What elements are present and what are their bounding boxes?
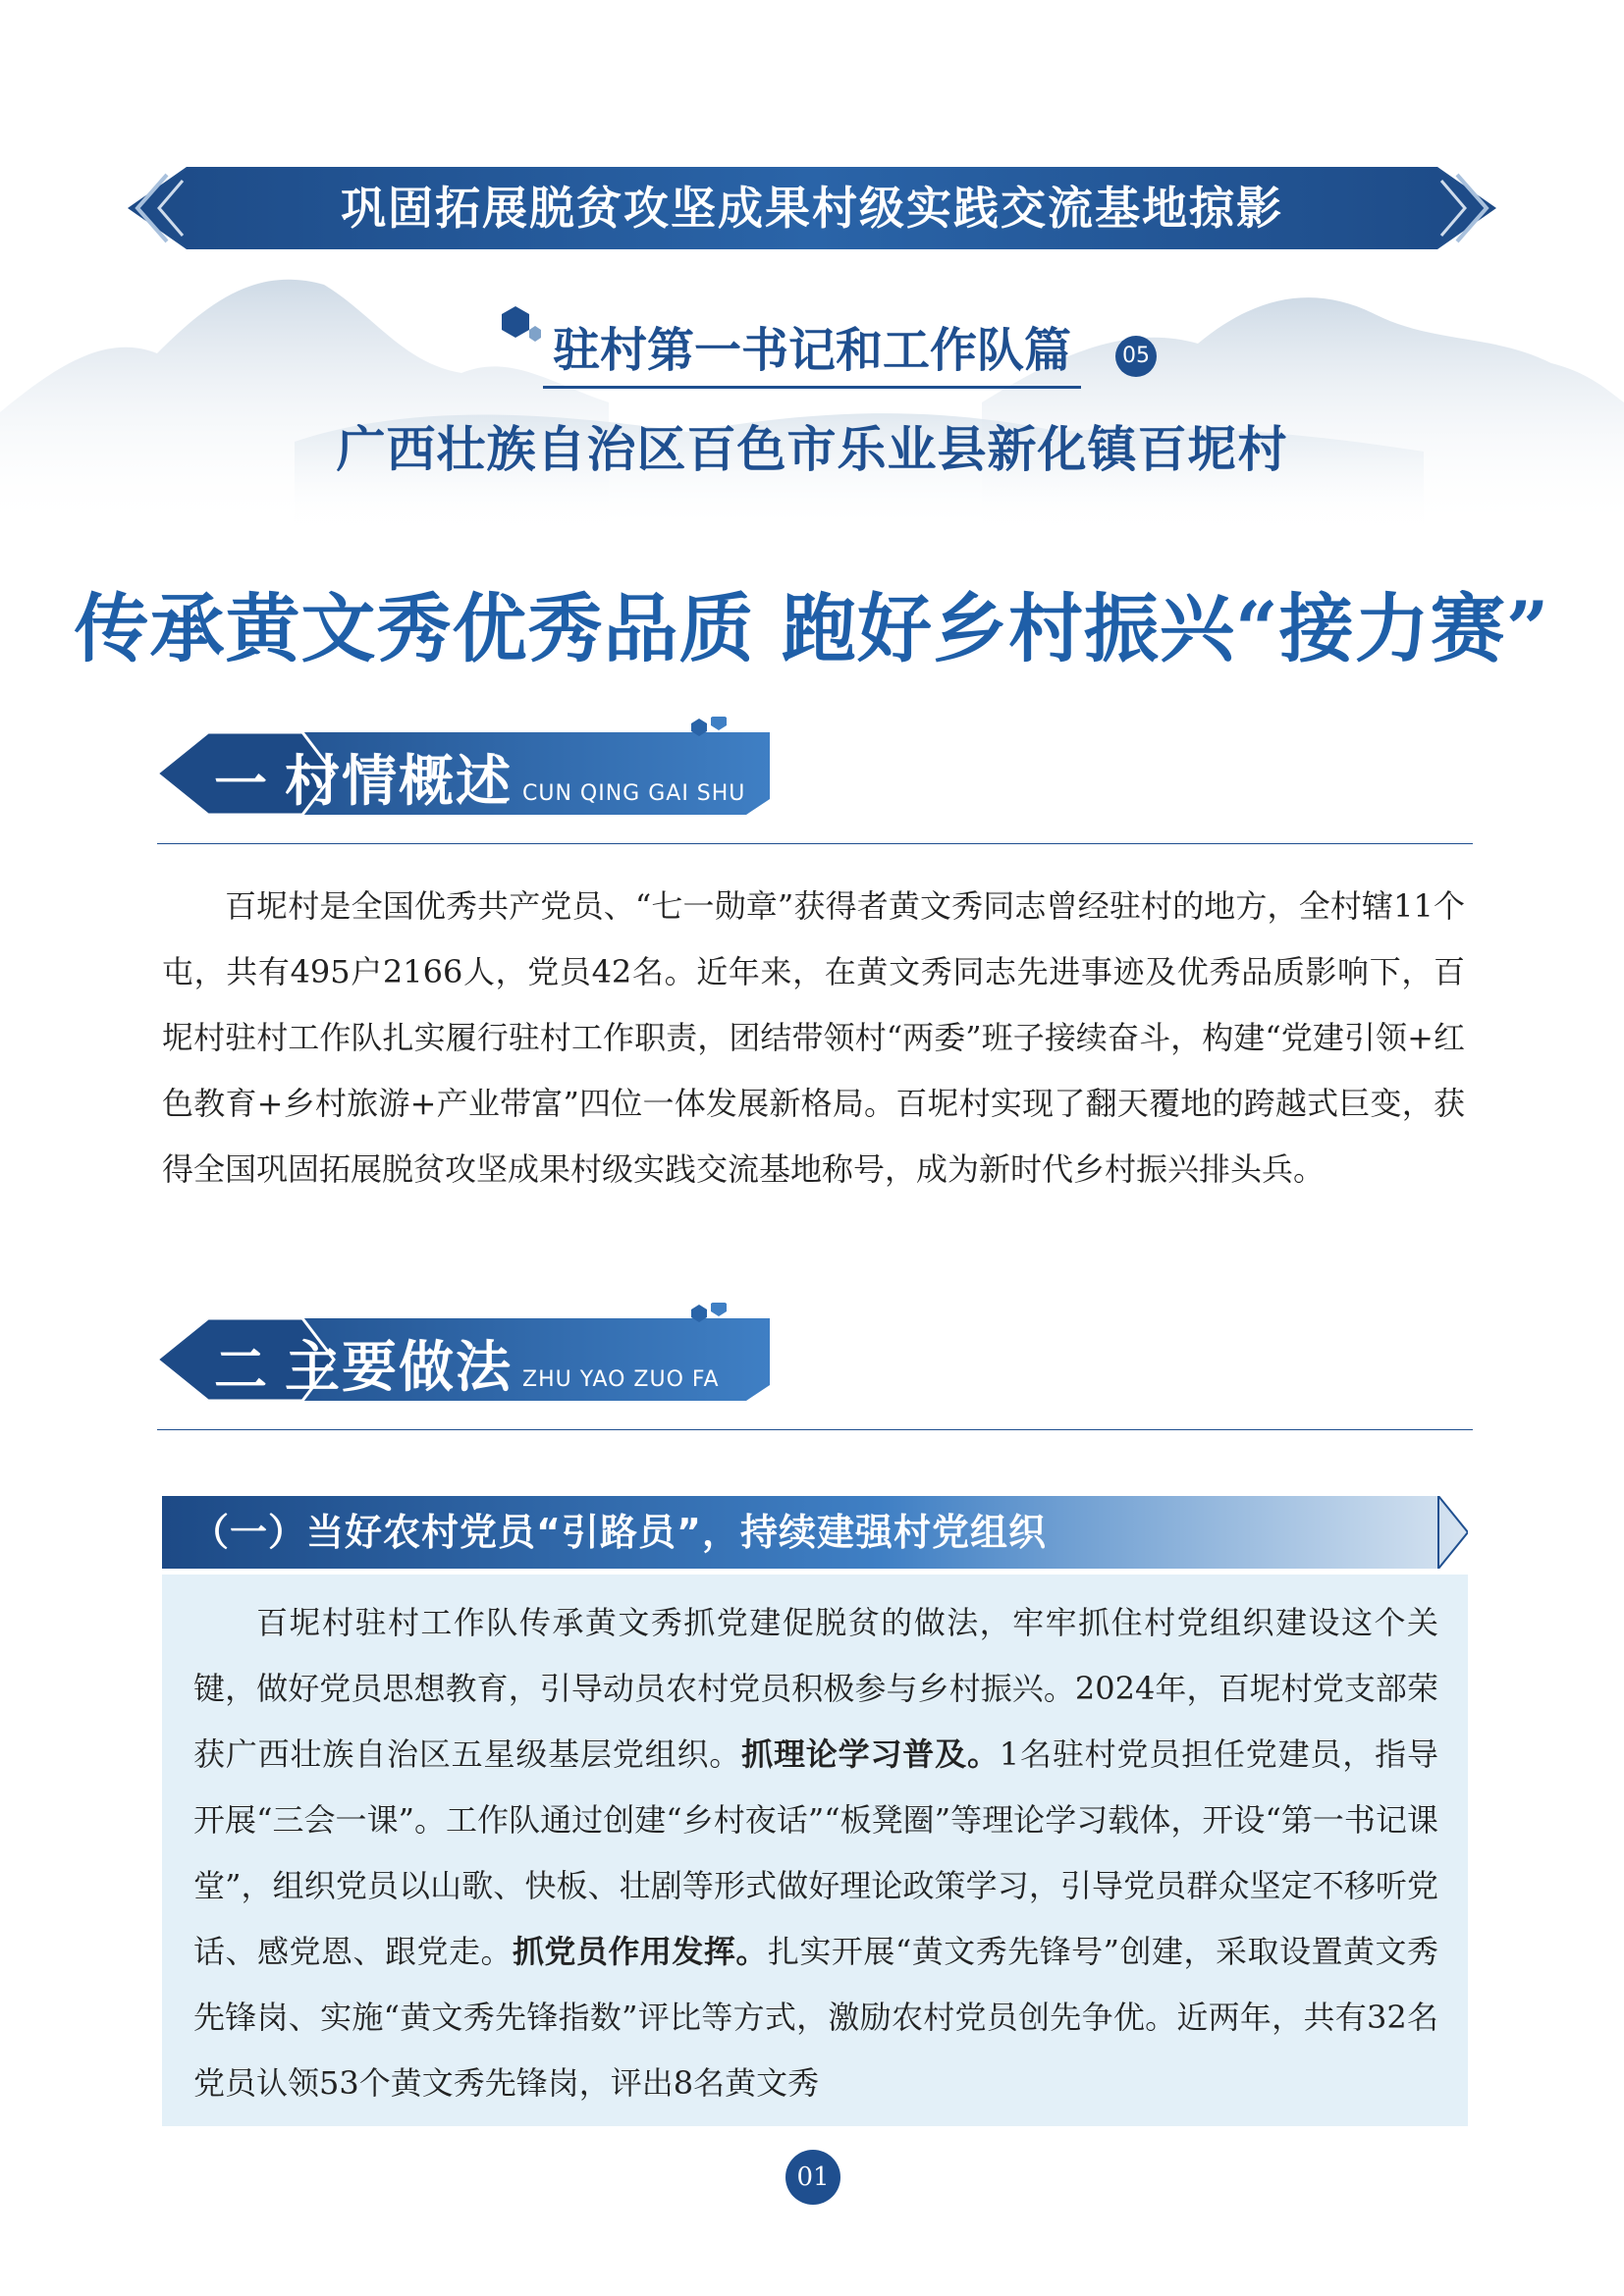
issue-badge: 05 <box>1115 336 1157 377</box>
section-title <box>285 738 745 817</box>
series-title: 驻村第一书记和工作队篇 <box>543 312 1081 389</box>
section-number: 一 <box>214 753 267 815</box>
section1-paragraph: 百坭村是全国优秀共产党员、“七一勋章”获得者黄文秀同志曾经驻村的地方，全村辖11个屯，共有495户2166人，党员42名。近年来，在黄文秀同志先进事迹及优秀品质影响下，百坭村驻村工作队扎实履行驻村工作职责，团结带领村“两委”班子接续奋斗，构建“党建引领+红色教育+乡村旅游+产业带富”四位一体发展新格局。百坭村实现了翻天覆地的跨越式巨变，获得全国巩固拓展脱贫攻坚成果村级实践交流基地称号，成为新时代乡村振兴排头兵。 <box>162 887 1465 1188</box>
subsection-header <box>162 1496 1468 1569</box>
highlight-box <box>162 1575 1468 2126</box>
subtitle-row <box>0 312 1624 381</box>
text-run: 百坭村驻村工作队传承黄文秀抓党建促脱贫的做法，牢牢抓住村党组织建设这个关键，做好党员思想教育，引导动员农村党员积极参与乡村振兴。2024年，百坭村党支部荣获广西壮族自治区五星级基层党组织。 <box>193 1604 1438 1773</box>
village-title: 广西壮族自治区百色市乐业县新化镇百坭村 <box>336 421 1288 478</box>
section-title-text: 村情概述 <box>285 750 513 814</box>
text-run: 1名驻村党员担任党建员，指导开展“三会一课”。工作队通过创建“乡村夜话”“板凳圈”等理论学习载体，开设“第一书记课堂”，组织党员以山歌、快板、壮剧等形式做好理论政策学习，引导党员群众坚定不移听党话、感党恩、跟党走。 <box>193 1735 1438 1970</box>
section-pinyin: CUN QING GAI SHU <box>522 781 746 806</box>
main-title: 传承黄文秀优秀品质 跑好乡村振兴“接力赛” <box>74 585 1550 672</box>
text-run: 扎实开展“黄文秀先锋号”创建，采取设置黄文秀先锋岗、实施“黄文秀先锋指数”评比等方式，激励农村党员创先争优。近两年，共有32名党员认领53个黄文秀先锋岗，评出8名黄文秀 <box>193 1933 1438 2102</box>
subsection-title: （一）当好农村党员“引路员”，持续建强村党组织 <box>191 1511 1047 1554</box>
section-header-2 <box>157 1303 1473 1430</box>
right-chevron-icon <box>1437 167 1496 249</box>
bold-run: 抓党员作用发挥。 <box>512 1933 768 1970</box>
section-pinyin: ZHU YAO ZUO FA <box>522 1367 720 1392</box>
left-chevron-icon <box>128 167 187 249</box>
section-title <box>285 1324 720 1403</box>
top-banner <box>128 167 1496 249</box>
section-header-1 <box>157 717 1473 844</box>
section-number: 二 <box>214 1339 267 1401</box>
subsection-paragraph <box>193 1590 1438 2116</box>
bold-run: 抓理论学习普及。 <box>741 1735 1000 1773</box>
banner-title: 巩固拓展脱贫攻坚成果村级实践交流基地掠影 <box>341 182 1283 235</box>
section-title-text: 主要做法 <box>285 1336 513 1400</box>
page-number: 01 <box>785 2150 840 2205</box>
